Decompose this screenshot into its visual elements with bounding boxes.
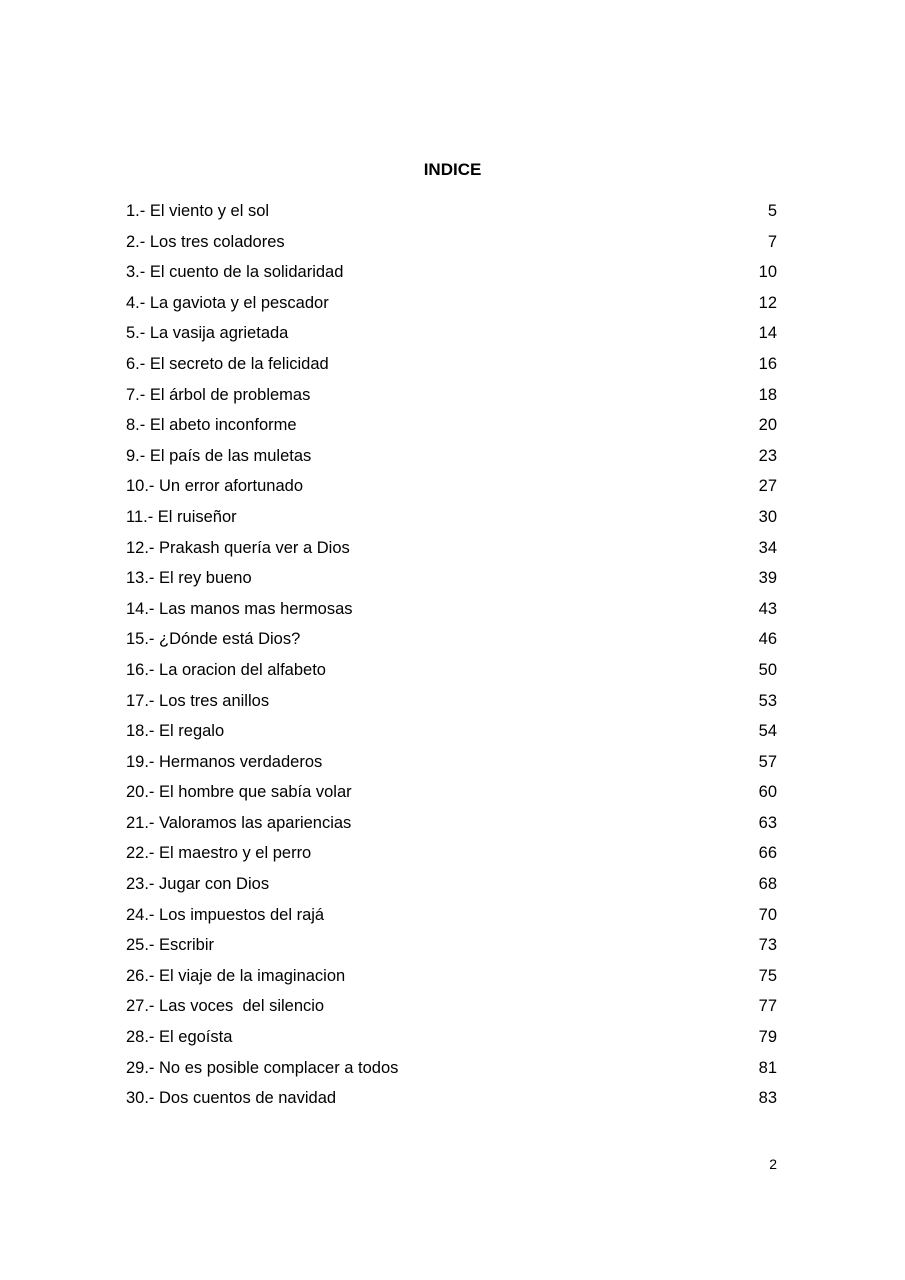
toc-entry-title: 25.- Escribir [126,936,215,955]
toc-entry [126,1086,777,1117]
toc-entry [126,750,777,781]
toc-entry-page: 57 [758,752,777,771]
toc-entry-page: 20 [758,416,777,435]
toc-entry-title: 2.- Los tres coladores [126,232,285,251]
toc-entry-page: 7 [767,232,777,251]
toc-entry-title: 15.- ¿Dónde está Dios? [126,630,301,649]
toc-entry [126,505,777,536]
toc-entry-title: 30.- Dos cuentos de navidad [126,1089,337,1108]
toc-entry-page: 75 [758,966,777,985]
toc-entry-page: 5 [767,202,777,220]
toc-entry [126,933,777,964]
toc-entry [126,903,777,934]
toc-entry-page: 60 [758,783,777,802]
toc-entry [126,841,777,872]
toc-entry-title: 28.- El egoísta [126,1028,233,1047]
toc-entry [126,474,777,505]
toc-entry [126,260,777,291]
toc-entry [126,597,777,628]
toc-entry-title: 4.- La gaviota y el pescador [126,293,329,312]
toc-entry-page: 79 [758,1028,777,1047]
toc-entry [126,291,777,322]
toc-entry-page: 54 [758,722,777,741]
toc-entry-title: 3.- El cuento de la solidaridad [126,263,344,282]
toc-entry-page: 10 [758,263,777,282]
toc-entry-page: 14 [758,324,777,343]
toc-entry [126,964,777,995]
toc-entry-title: 13.- El rey bueno [126,569,252,588]
toc-entry-page: 68 [758,875,777,894]
toc-entry [126,994,777,1025]
toc-entry [126,1056,777,1087]
toc-entry-page: 70 [758,905,777,924]
toc-entry-page: 83 [758,1089,777,1108]
toc-entry [126,199,777,230]
toc-entry-page: 66 [758,844,777,863]
page-number: 2 [769,1156,777,1172]
toc-entry-title: 7.- El árbol de problemas [126,385,311,404]
toc-entry [126,413,777,444]
toc-entry [126,719,777,750]
toc-entry-title: 24.- Los impuestos del rajá [126,905,325,924]
toc-entry-title: 17.- Los tres anillos [126,691,270,710]
toc-entry [126,444,777,475]
toc-entry-page: 34 [758,538,777,557]
toc-entry [126,689,777,720]
toc-entry-title: 26.- El viaje de la imaginacion [126,966,346,985]
toc-entry [126,566,777,597]
toc-entry-title: 9.- El país de las muletas [126,446,312,465]
toc-entry-title: 16.- La oracion del alfabeto [126,660,326,679]
toc-entry [126,321,777,352]
toc-entry-title: 22.- El maestro y el perro [126,844,312,863]
toc-entry [126,780,777,811]
page-title: INDICE [423,160,482,179]
toc-entry-page: 46 [758,630,777,649]
toc-entry-page: 43 [758,599,777,618]
toc-entry-page: 12 [758,293,777,312]
toc-entry-title: 19.- Hermanos verdaderos [126,752,323,771]
toc-entry [126,811,777,842]
toc-entry-page: 18 [758,385,777,404]
toc-entry-page: 73 [758,936,777,955]
toc-entry-title: 23.- Jugar con Dios [126,875,270,894]
toc-entry-title: 14.- Las manos mas hermosas [126,599,353,618]
toc-entry-title: 5.- La vasija agrietada [126,324,289,343]
toc-entry-title: 8.- El abeto inconforme [126,416,297,435]
toc-entry-page: 63 [758,813,777,832]
toc-entry-title: 20.- El hombre que sabía volar [126,783,352,802]
table-of-contents [126,199,777,1117]
toc-entry-title: 12.- Prakash quería ver a Dios [126,538,350,557]
toc-entry-title: 1.- El viento y el sol [126,202,270,220]
toc-entry-page: 39 [758,569,777,588]
toc-entry [126,658,777,689]
toc-entry-page: 53 [758,691,777,710]
toc-entry [126,872,777,903]
toc-entry-page: 81 [758,1058,777,1077]
toc-entry [126,383,777,414]
toc-entry-title: 18.- El regalo [126,722,225,741]
toc-entry [126,627,777,658]
toc-entry-title: 21.- Valoramos las apariencias [126,813,352,832]
toc-entry-page: 77 [758,997,777,1016]
toc-entry-page: 50 [758,660,777,679]
toc-entry-title: 27.- Las voces del silencio [126,997,325,1016]
toc-entry [126,536,777,567]
toc-entry-title: 29.- No es posible complacer a todos [126,1058,399,1077]
toc-entry [126,230,777,261]
toc-entry-page: 27 [758,477,777,496]
toc-entry-page: 30 [758,507,777,526]
toc-entry-title: 11.- El ruiseñor [126,507,237,526]
toc-entry-page: 16 [758,354,777,373]
toc-entry-title: 10.- Un error afortunado [126,477,304,496]
toc-entry [126,352,777,383]
toc-entry [126,1025,777,1056]
toc-entry-title: 6.- El secreto de la felicidad [126,354,329,373]
toc-entry-page: 23 [758,446,777,465]
